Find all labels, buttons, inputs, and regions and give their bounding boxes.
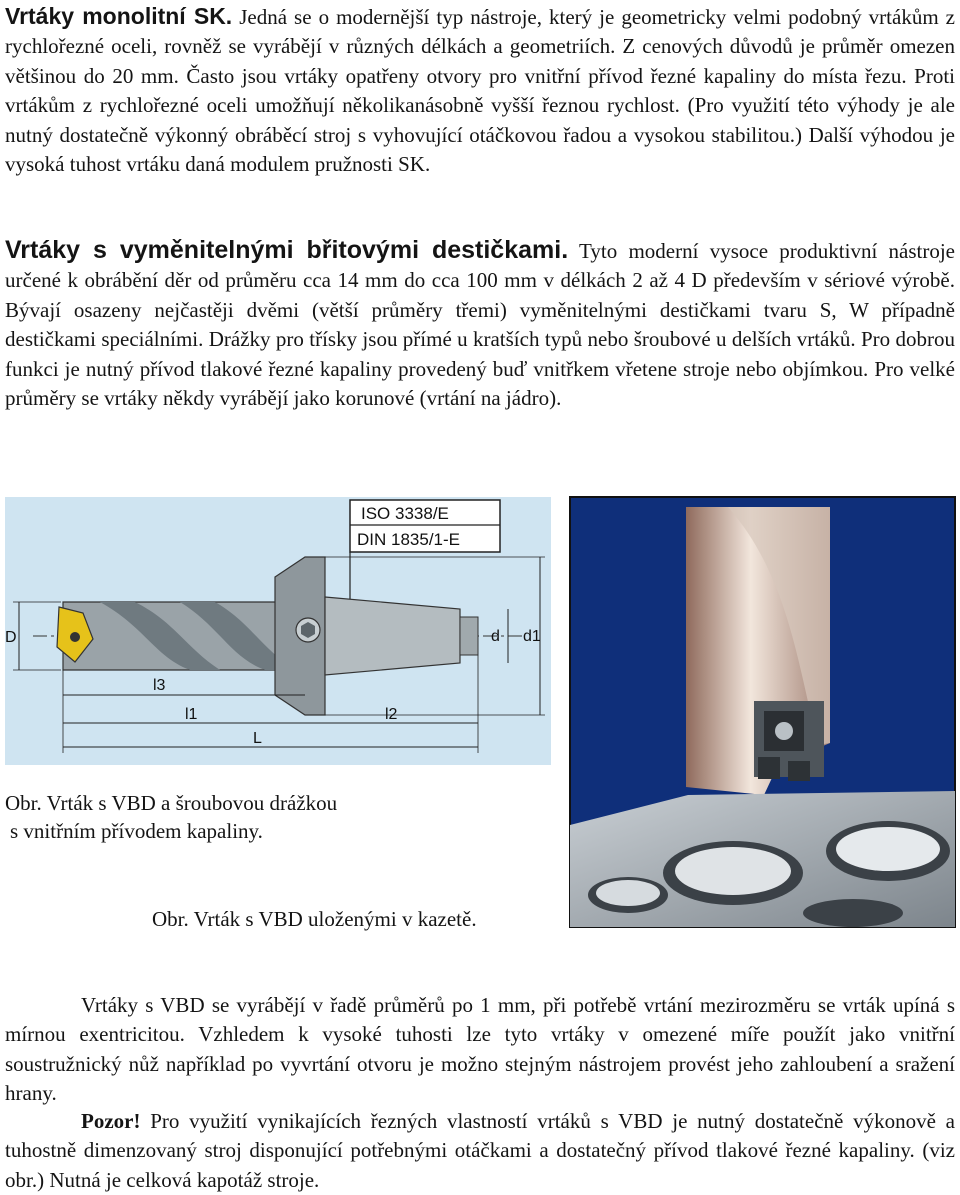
drill-photo [568,495,957,929]
din-standard-label: DIN 1835/1-E [357,530,460,549]
iso-standard-label: ISO 3338/E [361,504,449,523]
paragraph-indexable-diameters: Vrtáky s VBD se vyrábějí v řadě průměrů po 1 mm, při potřebě vrtání mezirozměru se vrták upíná s mírnou exentricitou. Vzhledem k vysoké tuhosti lze tyto vrtáky v omezené míře použít jako vnitřní soustružnický nůž například po vyvrtání otvoru je možno stejným nástrojem provést jeho zahloubení a sražení hrany. [5,993,955,1106]
heading-indexable-drills: Vrtáky s vyměnitelnými břitovými destičkami. [5,236,569,264]
paragraph-warning [5,1107,955,1195]
paragraph-indexable-drills [5,236,955,413]
drill-photo-figure [568,495,957,929]
figure1-caption-line2: s vnitřním přívodem kapaliny. [10,819,263,843]
warning-lead: Pozor! [81,1109,141,1133]
drill-drawing [5,497,551,765]
dim-l1-label: l1 [185,706,198,723]
dim-l3-label: l3 [153,677,166,694]
heading-monolithic-drills: Vrtáky monolitní SK. [5,3,233,29]
paragraph-text: Tyto moderní vysoce produktivní nástroje určené k obrábění děr od průměru cca 14 mm do cca 100 mm v délkách 2 až 4 D především v sériové výrobě. Bývají osazeny nejčastěji dvěmi (větší průměry třemi) vyměnitelnými destičkami tvaru S, W případně destičkami speciálními. Drážky pro třísky jsou přímé u kratších typů nebo šroubové u delších vrtáků. Pro dobrou funkci je nutný přívod tlakové řezné kapaliny provedený buď vnitřkem vřetene stroje nebo objímkou. Pro velké průměry se vrtáky někdy vyrábějí jako korunové (vrtání na jádro). [5,239,956,411]
dim-d-label: d [491,628,500,645]
dim-l2-label: l2 [385,706,398,723]
drill-drawing-figure [5,497,551,765]
figure2-caption: Obr. Vrták s VBD uloženými v kazetě. [152,907,477,931]
paragraph-text: Jedná se o modernější typ nástroje, který je geometricky velmi podobný vrtákům z rychlořezné oceli, rovněž se vyrábějí v různých délkách a geometriích. Z cenových důvodů je průměr omezen většinou do 20 mm. Často jsou vrtáky opatřeny otvory pro vnitřní přívod řezné kapaliny do místa řezu. Proti vrtákům z rychlořezné oceli umožňují několikanásobně vyšší řeznou rychlost. (Pro využití této výhody je ale nutný dostatečně výkonný obráběcí stroj s vyhovující otáčkovou řadou a vysokou stabilitou.) Další výhodou je vysoká tuhost vrtáku daná modulem pružnosti SK. [5,5,956,177]
dim-d1-label: d1 [523,628,541,645]
paragraph-text: Pro využití vynikajících řezných vlastností vrtáků s VBD je nutný dostatečně výkonově a tuhostně dimenzovaný stroj disponující potřebnými otáčkami a dostatečný přívod tlakové řezné kapaliny. (viz obr.) Nutná je celková kapotáž stroje. [5,1109,955,1192]
dim-D-label: D [5,629,17,646]
paragraph-monolithic-drills [5,2,955,179]
dim-L-label: L [253,730,262,747]
figure1-caption-line1: Obr. Vrták s VBD a šroubovou drážkou [5,791,338,815]
